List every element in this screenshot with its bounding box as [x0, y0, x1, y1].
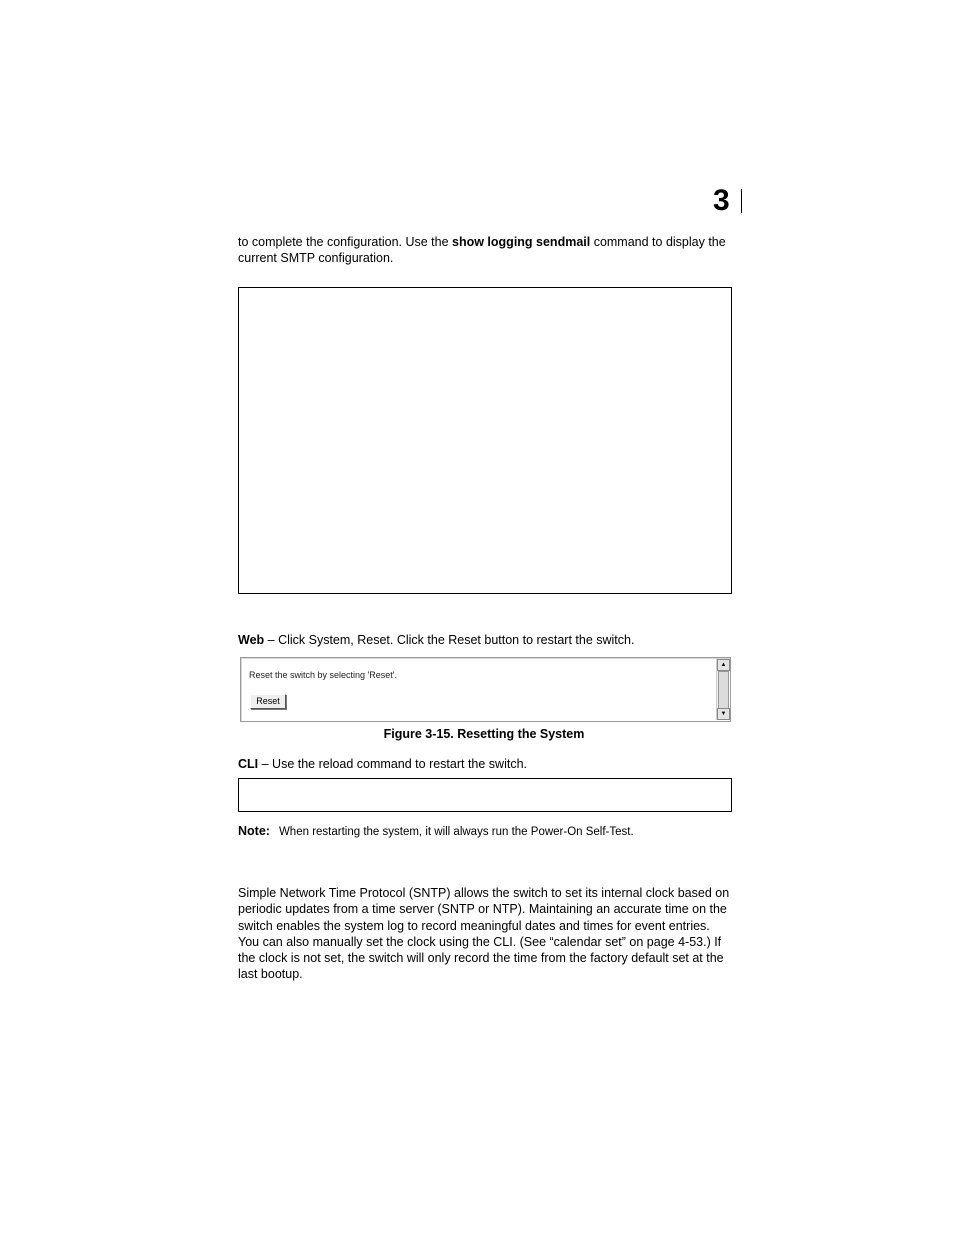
chapter-divider — [741, 189, 742, 213]
sntp-paragraph: Simple Network Time Protocol (SNTP) allows the switch to set its internal clock based on periodic updates from a time server (SNTP or NTP). Maintaining an accurate time on the switch enables the system log to record meaningful dates and times for event entries. You can also manually set the clock using the CLI. (See “calendar set” on page 4-53.) If the clock is not set, the switch will only record the time from the factory default set at the last bootup. — [238, 886, 730, 982]
web-label: Web — [238, 633, 265, 647]
intro-command: show logging sendmail — [452, 235, 591, 249]
reset-message: Reset the switch by selecting 'Reset'. — [249, 670, 398, 680]
intro-text-before: to complete the configuration. Use the — [238, 235, 453, 249]
reset-panel — [240, 657, 731, 722]
cli-instruction-text: – Use the reload command to restart the switch. — [258, 757, 528, 771]
note-label: Note: — [238, 824, 270, 838]
vertical-scrollbar[interactable] — [716, 659, 729, 720]
cli-instruction — [238, 756, 738, 772]
cli-label: CLI — [238, 757, 259, 771]
scroll-thumb[interactable] — [718, 671, 729, 709]
note-text: When restarting the system, it will always run the Power-On Self-Test. — [278, 826, 634, 838]
web-instruction — [238, 632, 738, 648]
intro-text-after: command to display the current SMTP configuration. — [238, 235, 726, 266]
intro-paragraph — [238, 234, 738, 267]
chapter-number: 3 — [713, 184, 730, 217]
scroll-up-arrow-icon[interactable]: ▲ — [717, 659, 730, 671]
web-instruction-text: – Click System, Reset. Click the Reset button to restart the switch. — [264, 633, 635, 647]
figure-caption: Figure 3-15. Resetting the System — [383, 727, 585, 741]
cli-command-box — [238, 778, 732, 812]
cli-output-box — [238, 287, 732, 594]
reset-button[interactable]: Reset — [250, 694, 286, 709]
note — [238, 824, 634, 838]
scroll-down-arrow-icon[interactable]: ▼ — [717, 708, 730, 720]
